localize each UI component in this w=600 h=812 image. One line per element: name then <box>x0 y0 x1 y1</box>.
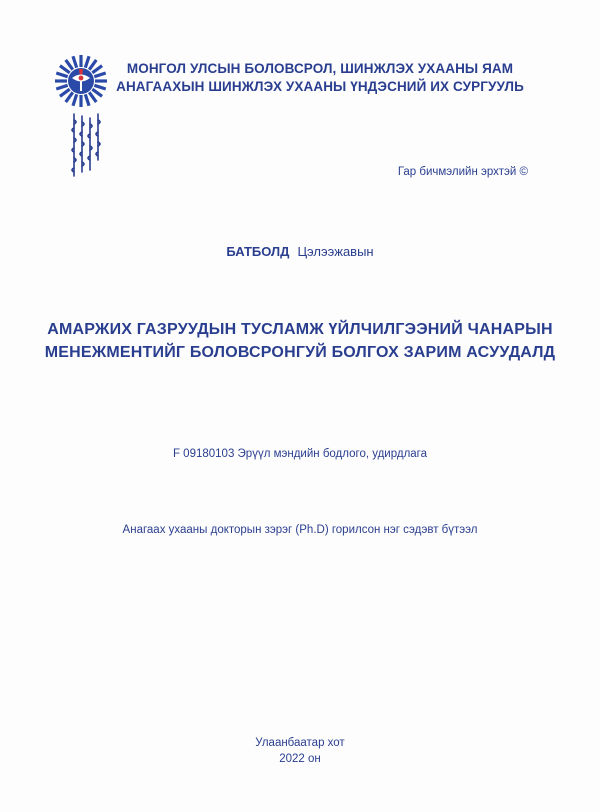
city: Улаанбаатар хот <box>255 737 345 749</box>
ministry-name: МОНГОЛ УЛСЫН БОЛОВСРОЛ, ШИНЖЛЭХ УХААНЫ ЯАМ <box>126 61 514 76</box>
place-and-year <box>0 735 600 767</box>
thesis-title-line-1: АМАРЖИХ ГАЗРУУДЫН ТУСЛАМЖ ҮЙЛЧИЛГЭЭНИЙ ЧАНАРЫН <box>47 321 553 338</box>
thesis-title-line-2: МЕНЕЖМЕНТИЙГ БОЛОВСРОНГУЙ БОЛГОХ ЗАРИМ АСУУДАЛД <box>44 344 556 361</box>
author-surname: БАТБОЛД <box>226 244 290 259</box>
university-name: АНАГААХЫН ШИНЖЛЭХ УХААНЫ ҮНДЭСНИЙ ИХ СУРГУУЛЬ <box>116 79 524 94</box>
author-given-name: Цэлээжавын <box>297 244 374 259</box>
specialty-code: F 09180103 Эрүүл мэндийн бодлого, удирдлага <box>172 448 428 460</box>
thesis-title <box>30 318 570 364</box>
university-emblem-icon <box>54 54 108 108</box>
author-name <box>0 244 600 259</box>
degree-statement: Анагаах ухааны докторын зэрэг (Ph.D) горилсон нэг сэдэвт бүтээл <box>122 524 478 536</box>
mongolian-script-emblem <box>66 112 106 180</box>
copyright-notice: Гар бичмэлийн эрхтэй © <box>397 166 528 178</box>
year: 2022 он <box>279 753 321 765</box>
